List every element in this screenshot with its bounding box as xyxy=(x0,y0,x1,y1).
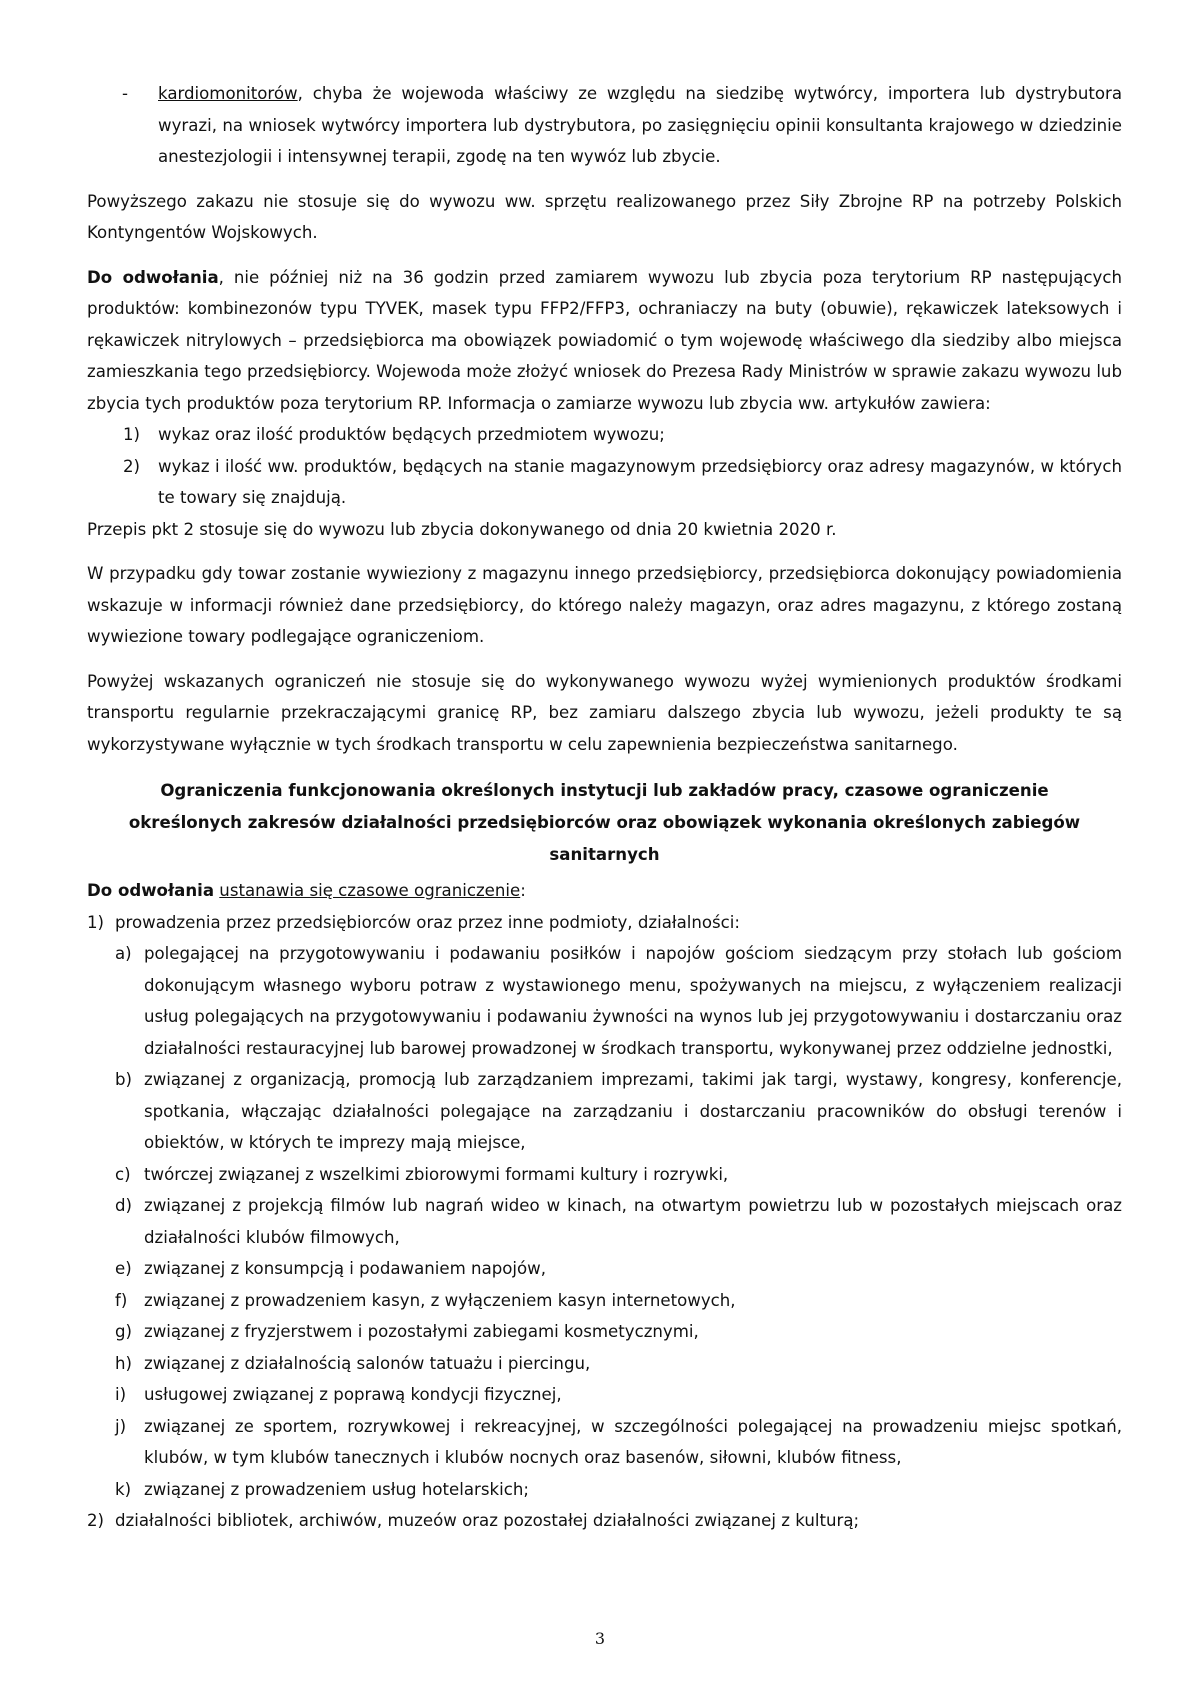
list-item xyxy=(87,1348,1122,1380)
underlined-term: kardiomonitorów xyxy=(158,84,298,103)
list-item xyxy=(87,1316,1122,1348)
list-item xyxy=(87,1285,1122,1317)
notice-list xyxy=(87,419,1122,514)
list-item xyxy=(87,1474,1122,1506)
list-item xyxy=(87,1159,1122,1191)
list-item-text: , chyba że wojewoda właściwy ze względu na siedzibę wytwórcy, importera lub dystrybutora wyrazi, na wniosek wytwórcy importera lub dystrybutora, po zasięgnięciu opinii konsultanta krajowego w dziedzinie anestezjologii i intensywnej terapii, zgodę na ten wywóz lub zbycie. xyxy=(158,84,1122,166)
list-marker: 1) xyxy=(123,425,141,444)
list-item xyxy=(87,1064,1122,1159)
activity-list xyxy=(87,938,1122,1505)
list-item-text: związanej z fryzjerstwem i pozostałymi zabiegami kosmetycznymi, xyxy=(144,1322,699,1341)
list-item-text: związanej z organizacją, promocją lub zarządzaniem imprezami, takimi jak targi, wystawy, kongresy, konferencje, spotkania, włączając działalności polegające na zarządzaniu i dostarczaniu pracowników do obsługi terenów i obiektów, w których te imprezy mają miejsce, xyxy=(144,1070,1122,1152)
list-item-text: usługowej związanej z poprawą kondycji fizycznej, xyxy=(144,1385,562,1404)
list-item-text: związanej z działalnością salonów tatuażu i piercingu, xyxy=(144,1353,591,1373)
list-marker: k) xyxy=(115,1479,132,1499)
section-heading: Ograniczenia funkcjonowania określonych instytucji lub zakładów pracy, czasowe ograniczenie określonych zakresów działalności przedsiębiorców oraz obowiązek wykonania określonych zabiegów sanitarnych xyxy=(128,781,1081,864)
paragraph-transport: Powyżej wskazanych ograniczeń nie stosuje się do wykonywanego wywozu wyżej wymienionych produktów środkami transportu regularnie przekraczającymi granicę RP, bez zamiaru dalszego zbycia lub wywozu, jeżeli produkty te są wykorzystywane wyłącznie w tych środkach transportu w celu zapewnienia bezpieczeństwa sanitarnego. xyxy=(87,671,1122,754)
list-item xyxy=(87,78,1122,173)
list-item-text: wykaz oraz ilość produktów będących przedmiotem wywozu; xyxy=(158,425,665,444)
paragraph-pkt2: Przepis pkt 2 stosuje się do wywozu lub zbycia dokonywanego od dnia 20 kwietnia 2020 r. xyxy=(87,519,837,539)
list-item-text: związanej ze sportem, rozrywkowej i rekreacyjnej, w szczególności polegającej na prowadzeniu miejsc spotkań, klubów, w tym klubów tanecznych i klubów nocnych oraz basenów, siłowni, klubów fitness, xyxy=(144,1416,1122,1467)
list-marker: e) xyxy=(115,1259,132,1278)
list-item-text: związanej z prowadzeniem usług hotelarskich; xyxy=(144,1479,529,1499)
list-marker: a) xyxy=(115,944,132,963)
underlined-phrase: ustanawia się czasowe ograniczenie xyxy=(219,881,521,900)
list-item xyxy=(87,1190,1122,1253)
list-item xyxy=(87,1505,1122,1537)
list-marker: h) xyxy=(115,1353,132,1373)
paragraph-text: , nie później niż na 36 godzin przed zamiarem wywozu lub zbycia poza terytorium RP następujących produktów: kombinezonów typu TYVEK, masek typu FFP2/FFP3, ochraniaczy na buty (obuwie), rękawiczek lateksowych i rękawiczek nitrylowych – przedsiębiorca ma obowiązek powiadomić o tym wojewodę właściwego dla siedziby albo miejsca zamieszkania tego przedsiębiorcy. Wojewoda może złożyć wniosek do Prezesa Rady Ministrów w sprawie zakazu wywozu lub zbycia tych produktów poza terytorium RP. Informacja o zamiarze wywozu lub zbycia ww. artykułów zawiera: xyxy=(87,267,1123,413)
document-page xyxy=(87,78,1122,1537)
list-marker: j) xyxy=(115,1416,127,1436)
list-item-text: związanej z prowadzeniem kasyn, z wyłączeniem kasyn internetowych, xyxy=(144,1290,736,1310)
list-item xyxy=(87,1411,1122,1474)
list-item xyxy=(87,1253,1122,1285)
list-marker: 2) xyxy=(87,1511,105,1530)
bold-lead: Do odwołania xyxy=(87,881,215,900)
list-marker: 2) xyxy=(123,456,141,476)
paragraph-warehouse: W przypadku gdy towar zostanie wywieziony z magazynu innego przedsiębiorcy, przedsiębiorca dokonujący powiadomienia wskazuje w informacji również dane przedsiębiorcy, do którego należy magazyn, oraz adres magazynu, z którego zostaną wywiezione towary podlegające ograniczeniom. xyxy=(87,564,1122,646)
list-marker: c) xyxy=(115,1164,131,1184)
list-item xyxy=(87,938,1122,1064)
list-marker: i) xyxy=(115,1385,127,1404)
list-item xyxy=(87,419,1122,451)
list-marker: d) xyxy=(115,1196,133,1215)
list-marker: - xyxy=(122,84,128,103)
list-marker: b) xyxy=(115,1070,133,1089)
list-item xyxy=(87,451,1122,514)
bold-lead: Do odwołania xyxy=(87,267,219,287)
page-number: 3 xyxy=(594,1629,606,1648)
list-item-text: wykaz i ilość ww. produktów, będących na stanie magazynowym przedsiębiorcy oraz adresy magazynów, w których te towary się znajdują. xyxy=(158,456,1122,507)
paragraph-notice xyxy=(87,262,1122,420)
list-marker: f) xyxy=(115,1290,128,1310)
restriction-intro xyxy=(87,875,1122,907)
paragraph-exemption: Powyższego zakazu nie stosuje się do wywozu ww. sprzętu realizowanego przez Siły Zbrojne RP na potrzeby Polskich Kontyngentów Wojskowych. xyxy=(87,191,1122,242)
list-item-text: działalności bibliotek, archiwów, muzeów oraz pozostałej działalności związanej z kulturą; xyxy=(115,1511,860,1530)
intro-suffix: : xyxy=(520,881,526,900)
list-item xyxy=(87,907,1122,939)
list-item-text: twórczej związanej z wszelkimi zbiorowymi formami kultury i rozrywki, xyxy=(144,1164,729,1184)
list-marker: g) xyxy=(115,1322,133,1341)
list-item-text: związanej z konsumpcją i podawaniem napojów, xyxy=(144,1259,547,1278)
list-item-text: prowadzenia przez przedsiębiorców oraz przez inne podmioty, działalności: xyxy=(115,912,741,932)
list-item-text: polegającej na przygotowywaniu i podawaniu posiłków i napojów gościom siedzącym przy stołach lub gościom dokonującym własnego wyboru potraw z wystawionego menu, spożywanych na miejscu, z wyłączeniem realizacji usług polegających na przygotowywaniu i podawaniu żywności na wynos lub jej przygotowywaniu i dostarczaniu oraz działalności restauracyjnej lub barowej prowadzonej w środkach transportu, wykonywanej przez oddzielne jednostki, xyxy=(144,944,1122,1058)
list-item-text: związanej z projekcją filmów lub nagrań wideo w kinach, na otwartym powietrzu lub w pozostałych miejscach oraz działalności klubów filmowych, xyxy=(144,1196,1122,1247)
list-item xyxy=(87,1379,1122,1411)
list-marker: 1) xyxy=(87,912,105,932)
